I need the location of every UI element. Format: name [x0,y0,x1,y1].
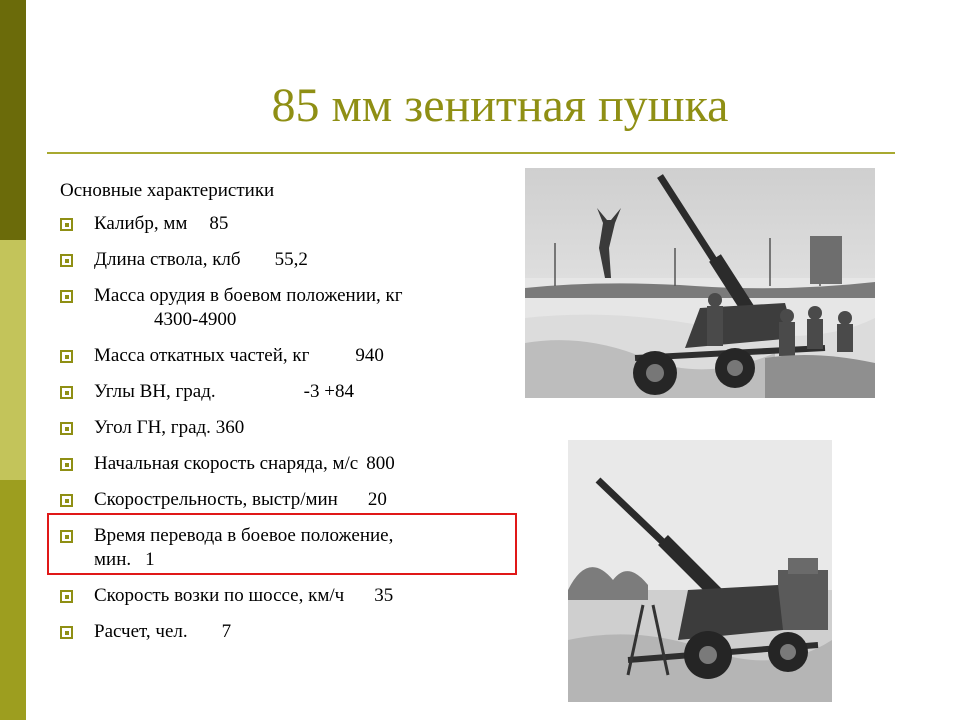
highlight-box [47,513,517,575]
bullet-icon [60,290,73,303]
spec-item-traverse [60,416,530,440]
decorative-strip-top [0,0,26,240]
spec-label: Углы ВН, град. [94,381,216,402]
spec-item-barrel-length [60,248,530,272]
slide-title: 85 мм зенитная пушка [271,79,729,132]
spec-label: Угол ГН, град. [94,417,211,438]
spec-label: Масса орудия в боевом положении, кг [94,285,403,306]
spec-item-caliber [60,212,530,236]
spec-item-road-speed [60,584,530,608]
spec-label: Начальная скорость снаряда, м/с [94,453,359,474]
spec-label: Время перевода в боевое положение, [94,525,394,546]
spec-value: 4300-4900 [154,309,237,330]
decorative-strip-bottom [0,480,26,720]
spec-value: 800 [366,453,395,474]
spec-value: 1 [145,549,155,570]
spec-item-crew [60,620,530,644]
bullet-icon [60,458,73,471]
bullet-icon [60,350,73,363]
spec-value: 360 [215,417,245,438]
decorative-strip-middle [0,240,26,480]
specs-heading: Основные характеристики [60,180,275,201]
bullet-icon [60,218,73,231]
photo-gun-in-position [525,168,875,398]
spec-value: -3 +84 [303,381,354,402]
spec-item-elevation [60,380,530,404]
spec-value: 55,2 [274,249,308,270]
spec-label: Скорострельность, выстр/мин [94,489,338,510]
bullet-icon [60,422,73,435]
spec-item-combat-mass [60,284,530,332]
spec-label: Расчет, чел. [94,621,188,642]
bullet-icon [60,626,73,639]
spec-value: 7 [221,621,232,642]
spec-value: 35 [374,585,394,606]
title-divider [47,152,895,154]
spec-item-recoil-mass [60,344,530,368]
bullet-icon [60,494,73,507]
spec-value: 85 [209,213,229,234]
spec-item-muzzle-velocity [60,452,530,476]
spec-label: Скорость возки по шоссе, км/ч [94,585,345,606]
spec-value: 20 [367,489,387,510]
spec-item-rate-of-fire [60,488,530,512]
spec-label: Калибр, мм [94,213,188,234]
bullet-icon [60,386,73,399]
spec-label-cont: мин. [94,549,132,570]
spec-value: 940 [355,345,384,366]
bullet-icon [60,254,73,267]
photo-gun-field [568,440,832,702]
bullet-icon [60,590,73,603]
spec-label: Масса откатных частей, кг [94,345,310,366]
spec-label: Длина ствола, клб [94,249,241,270]
specs-list [60,212,530,656]
